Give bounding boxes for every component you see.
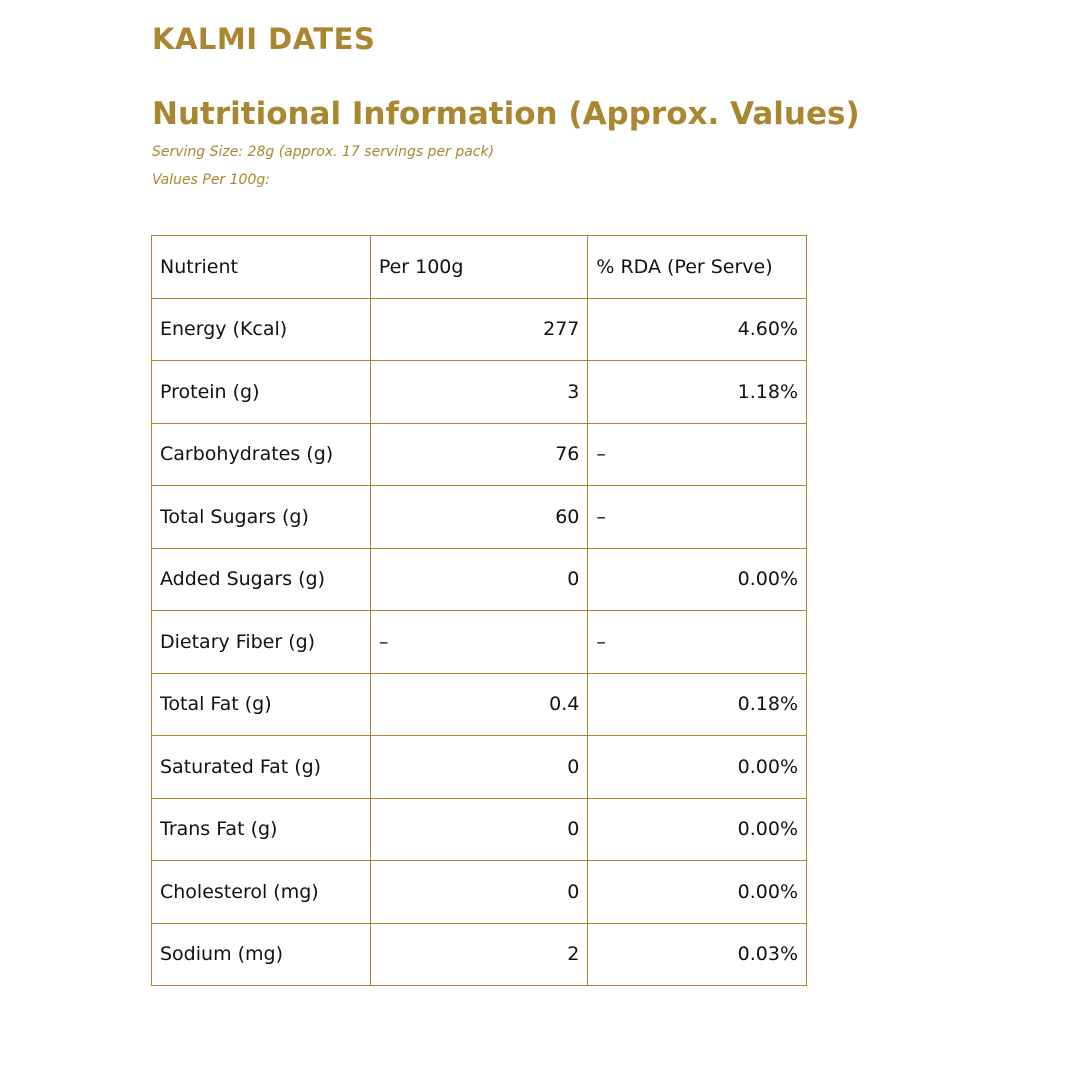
cell-nutrient: Total Fat (g) <box>152 673 371 736</box>
table-header-row <box>152 236 807 299</box>
cell-per-100g: 76 <box>370 423 588 486</box>
header-nutrient: Nutrient <box>152 236 371 299</box>
cell-per-100g: 0 <box>370 861 588 924</box>
cell-per-100g: – <box>370 611 588 674</box>
table-row <box>152 486 807 549</box>
table-row <box>152 361 807 424</box>
cell-nutrient: Sodium (mg) <box>152 923 371 986</box>
cell-rda: 0.00% <box>588 861 807 924</box>
cell-rda: 0.00% <box>588 736 807 799</box>
cell-rda: – <box>588 486 807 549</box>
cell-per-100g: 60 <box>370 486 588 549</box>
cell-rda: – <box>588 611 807 674</box>
header-per-100g: Per 100g <box>370 236 588 299</box>
cell-rda: – <box>588 423 807 486</box>
header-rda: % RDA (Per Serve) <box>588 236 807 299</box>
table-row <box>152 798 807 861</box>
table-row <box>152 736 807 799</box>
cell-per-100g: 0.4 <box>370 673 588 736</box>
cell-per-100g: 0 <box>370 548 588 611</box>
table-row <box>152 611 807 674</box>
cell-nutrient: Carbohydrates (g) <box>152 423 371 486</box>
cell-per-100g: 3 <box>370 361 588 424</box>
serving-size-text: Serving Size: 28g (approx. 17 servings per pack) <box>152 144 495 160</box>
nutrition-table-body <box>152 236 807 986</box>
table-row <box>152 673 807 736</box>
cell-rda: 1.18% <box>588 361 807 424</box>
cell-nutrient: Trans Fat (g) <box>152 798 371 861</box>
cell-rda: 0.00% <box>588 548 807 611</box>
cell-rda: 0.18% <box>588 673 807 736</box>
cell-nutrient: Dietary Fiber (g) <box>152 611 371 674</box>
table-row <box>152 923 807 986</box>
cell-rda: 4.60% <box>588 298 807 361</box>
cell-rda: 0.03% <box>588 923 807 986</box>
cell-per-100g: 0 <box>370 798 588 861</box>
cell-nutrient: Saturated Fat (g) <box>152 736 371 799</box>
product-title: KALMI DATES <box>152 22 376 56</box>
table-row <box>152 423 807 486</box>
cell-nutrient: Protein (g) <box>152 361 371 424</box>
cell-nutrient: Total Sugars (g) <box>152 486 371 549</box>
cell-rda: 0.00% <box>588 798 807 861</box>
table-row <box>152 861 807 924</box>
cell-per-100g: 2 <box>370 923 588 986</box>
values-per-text: Values Per 100g: <box>152 172 270 188</box>
table-row <box>152 548 807 611</box>
cell-nutrient: Cholesterol (mg) <box>152 861 371 924</box>
section-title: Nutritional Information (Approx. Values) <box>152 96 860 132</box>
nutrition-table <box>151 235 807 986</box>
cell-nutrient: Added Sugars (g) <box>152 548 371 611</box>
table-row <box>152 298 807 361</box>
cell-nutrient: Energy (Kcal) <box>152 298 371 361</box>
cell-per-100g: 277 <box>370 298 588 361</box>
cell-per-100g: 0 <box>370 736 588 799</box>
